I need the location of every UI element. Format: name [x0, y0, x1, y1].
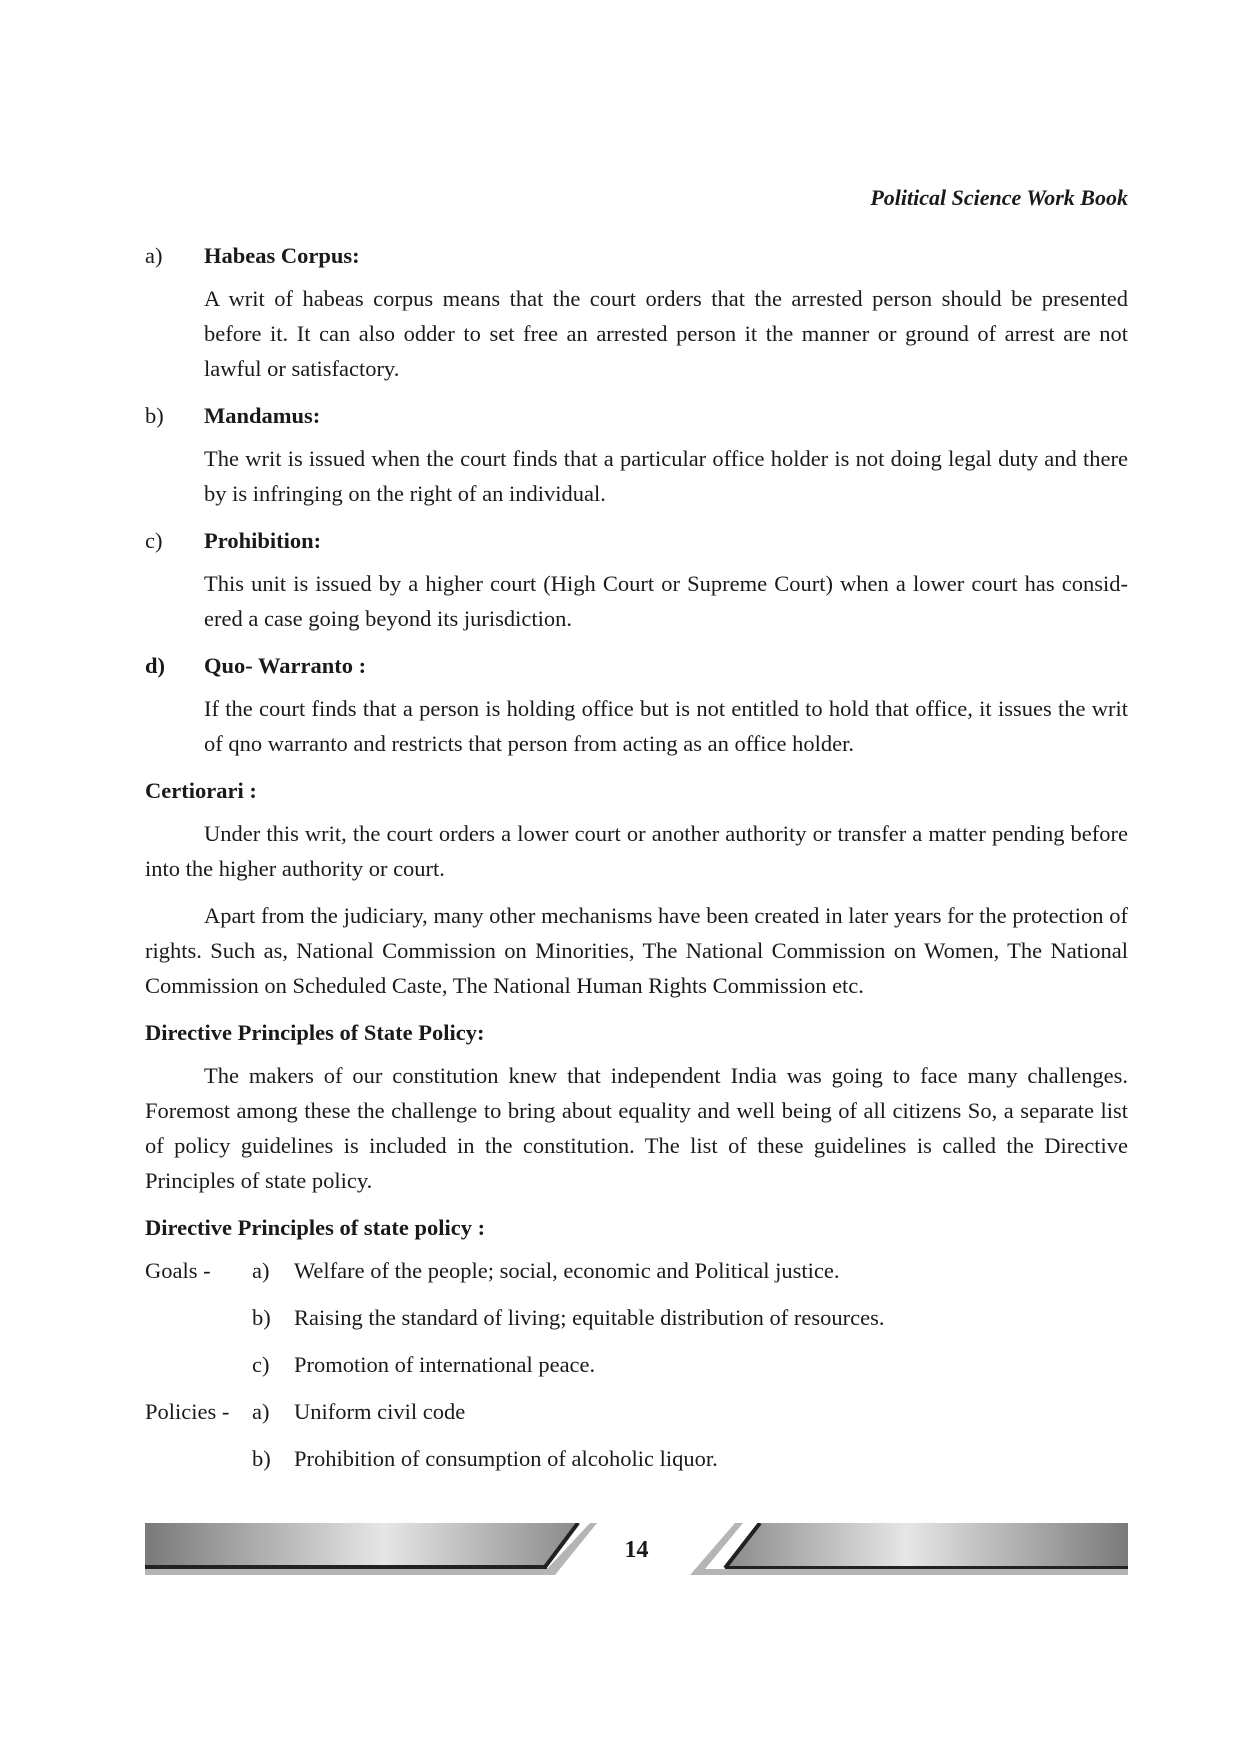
list-item	[145, 1300, 1128, 1335]
writ-title: Mandamus:	[204, 403, 321, 428]
writ-description: This unit is issued by a higher court (High Court or Supreme Court) when a lower court has consid-ered a case going beyond its jurisdiction.	[204, 571, 1128, 631]
goal-text: Welfare of the people; social, economic and Political justice.	[294, 1258, 840, 1283]
page-content	[145, 238, 1128, 1488]
goal-text: Raising the standard of living; equitable distribution of resources.	[294, 1305, 885, 1330]
list-marker: a)	[252, 1399, 270, 1424]
policy-text: Uniform civil code	[294, 1399, 466, 1424]
writ-title: Prohibition:	[204, 528, 322, 553]
list-marker: c)	[252, 1352, 270, 1377]
list-marker: b)	[252, 1446, 271, 1471]
policy-text: Prohibition of consumption of alcoholic liquor.	[294, 1446, 718, 1471]
list-marker: a)	[145, 243, 163, 268]
list-marker: b)	[252, 1305, 271, 1330]
list-item	[145, 1441, 1128, 1476]
running-header: Political Science Work Book	[870, 185, 1128, 210]
goals-label: Goals -	[145, 1258, 211, 1283]
certiorari-paragraph: Under this writ, the court orders a lower court or another authority or transfer a matter pending before into the higher authority or court.	[145, 821, 1128, 881]
list-item	[145, 1394, 1128, 1429]
list-marker: b)	[145, 403, 164, 428]
writ-prohibition	[145, 523, 1128, 636]
certiorari-heading: Certiorari :	[145, 778, 257, 803]
dpsp-list-heading: Directive Principles of state policy :	[145, 1215, 486, 1240]
writ-description: The writ is issued when the court finds that a particular office holder is not doing legal duty and there by is infringing on the right of an individual.	[204, 446, 1128, 506]
list-item	[145, 1253, 1128, 1288]
writ-quo-warranto	[145, 648, 1128, 761]
writ-description: If the court finds that a person is holding office but is not entitled to hold that office, it issues the writ of qno warranto and restricts that person from acting as an office holder.	[204, 696, 1128, 756]
policies-label: Policies -	[145, 1399, 230, 1424]
list-marker: a)	[252, 1258, 270, 1283]
page-number: 14	[624, 1537, 649, 1563]
writ-description: A writ of habeas corpus means that the court orders that the arrested person should be presented before it. It can also odder to set free an arrested person it the manner or ground of arrest are not lawful or satisfactory.	[204, 286, 1128, 381]
dpsp-paragraph: The makers of our constitution knew that independent India was going to face many challenges. Foremost among these the challenge to bring about equality and well being of all citizens So, a separate list of policy guidelines is included in the constitution. The list of these guidelines is called the Directive Principles of state policy.	[145, 1063, 1128, 1193]
dpsp-heading: Directive Principles of State Policy:	[145, 1020, 485, 1045]
goal-text: Promotion of international peace.	[294, 1352, 596, 1377]
writ-title: Habeas Corpus:	[204, 243, 360, 268]
page-footer	[145, 1523, 1128, 1583]
mechanisms-paragraph: Apart from the judiciary, many other mechanisms have been created in later years for the protection of rights. Such as, National Commission on Minorities, The National Commission on Women, The National Commission on Scheduled Caste, The National Human Rights Commission etc.	[145, 903, 1128, 998]
writ-habeas-corpus	[145, 238, 1128, 386]
list-marker: d)	[145, 653, 166, 678]
writ-title: Quo- Warranto :	[204, 653, 367, 678]
writ-mandamus	[145, 398, 1128, 511]
list-item	[145, 1347, 1128, 1382]
list-marker: c)	[145, 528, 163, 553]
